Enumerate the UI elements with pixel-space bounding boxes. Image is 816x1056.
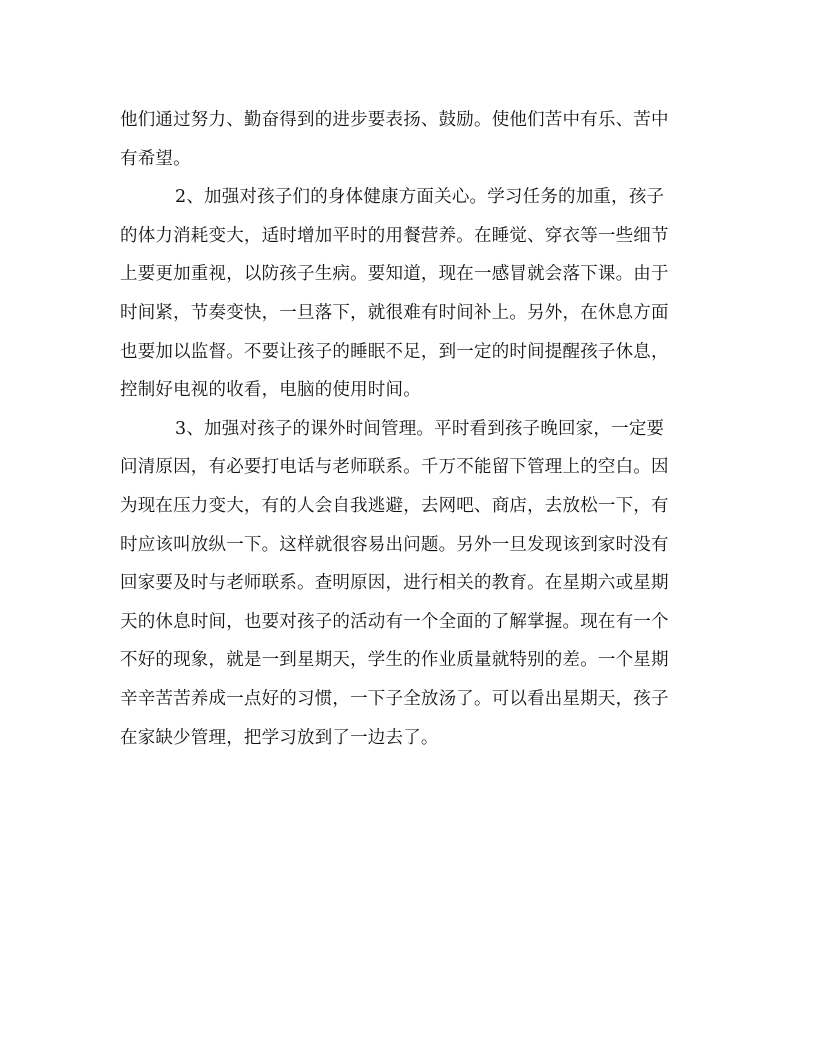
text-line: 上要更加重视，以防孩子生病。要知道，现在一感冒就会落下课。由于 <box>120 264 669 285</box>
text-line: 问清原因，有必要打电话与老师联系。千万不能留下管理上的空白。因 <box>120 457 669 478</box>
text-line: 为现在压力变大，有的人会自我逃避，去网吧、商店，去放松一下，有 <box>120 495 669 516</box>
text-line: 回家要及时与老师联系。查明原因，进行相关的教育。在星期六或星期 <box>120 573 669 594</box>
text-line: 辛辛苦苦养成一点好的习惯，一下子全放汤了。可以看出星期天，孩子 <box>120 688 669 709</box>
document-body <box>120 101 698 757</box>
text-line: 天的休息时间，也要对孩子的活动有一个全面的了解掌握。现在有一个 <box>120 611 669 632</box>
text-line: 有希望。 <box>120 148 191 169</box>
text-line: 控制好电视的收看，电脑的使用时间。 <box>120 380 421 401</box>
text-line: 3、加强对孩子的课外时间管理。平时看到孩子晚回家，一定要 <box>175 418 665 439</box>
text-line: 的体力消耗变大，适时增加平时的用餐营养。在睡觉、穿衣等一些细节 <box>120 225 669 246</box>
text-line: 时间紧，节奏变快，一旦落下，就很难有时间补上。另外，在休息方面 <box>120 302 669 323</box>
text-line: 在家缺少管理，把学习放到了一边去了。 <box>120 727 439 748</box>
text-line: 时应该叫放纵一下。这样就很容易出问题。另外一旦发现该到家时没有 <box>120 534 669 555</box>
text-line: 他们通过努力、勤奋得到的进步要表扬、鼓励。使他们苦中有乐、苦中 <box>120 110 669 130</box>
text-line: 不好的现象，就是一到星期天，学生的作业质量就特别的差。一个星期 <box>120 650 669 671</box>
text-line: 也要加以监督。不要让孩子的睡眠不足，到一定的时间提醒孩子休息， <box>120 341 669 362</box>
text-line: 2、加强对孩子们的身体健康方面关心。学习任务的加重，孩子 <box>175 187 665 208</box>
